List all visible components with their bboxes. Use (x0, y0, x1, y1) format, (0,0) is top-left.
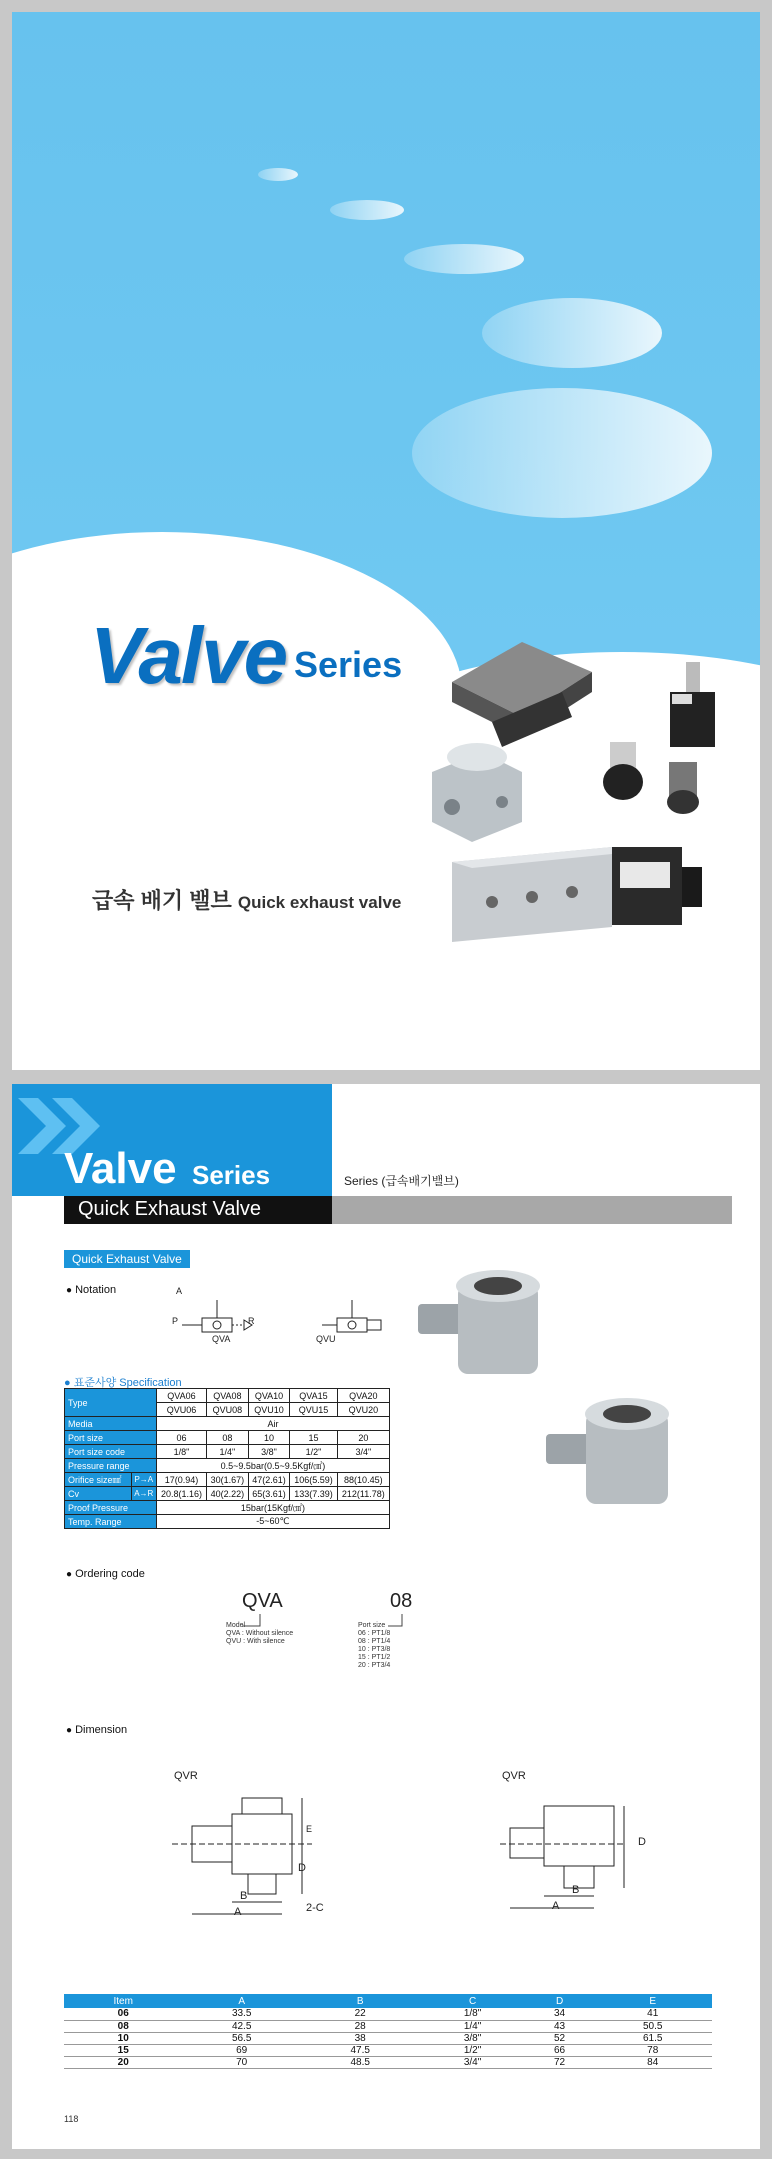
solenoid-valve-image (452, 847, 702, 942)
spec-port-code-label: Port size code (65, 1445, 157, 1459)
spec-cell: QVA06 (156, 1389, 206, 1403)
spec-cell: 1/4" (207, 1445, 249, 1459)
cover-subtitle-ko: 급속 배기 밸브 (92, 888, 232, 913)
spec-table (64, 1388, 390, 1529)
drawing-label: QVR (174, 1770, 198, 1782)
spec-cell: QVA20 (337, 1389, 389, 1403)
table-row (64, 2056, 712, 2068)
page-title: Valve (64, 1144, 177, 1193)
table-row (64, 2032, 712, 2044)
spec-cell: 1/2" (290, 1445, 337, 1459)
spec-cell: 3/8" (248, 1445, 290, 1459)
spec-cell: 106(5.59) (290, 1473, 337, 1487)
dim-cell: 48.5 (301, 2056, 420, 2068)
dim-cell: 15 (64, 2044, 182, 2056)
ordering-model-line: QVA : Without silence (226, 1630, 294, 1637)
spec-title: ● 표준사양 Specification (64, 1377, 182, 1389)
bullet-icon: ● (66, 1285, 73, 1296)
ordering-heading (66, 1568, 145, 1580)
spec-cell: 10 (248, 1431, 290, 1445)
spec-cell: 20.8(1.16) (156, 1487, 206, 1501)
dimension-drawing-qvr (172, 1784, 372, 1954)
dim-header: A (182, 1994, 301, 2008)
spec-media-label: Media (65, 1417, 157, 1431)
dim-cell: 38 (301, 2032, 420, 2044)
spec-orifice-sub: P→A (131, 1473, 156, 1487)
breadcrumb: Series (급속배기밸브) (344, 1174, 459, 1188)
dim-letter: 2-C (306, 1902, 324, 1914)
dim-cell: 61.5 (593, 2032, 712, 2044)
spec-cell: 212(11.78) (337, 1487, 389, 1501)
dim-cell: 1/8" (419, 2008, 525, 2020)
dimension-label: Dimension (75, 1724, 128, 1736)
dim-letter: D (638, 1836, 646, 1848)
spec-port-size-label: Port size (65, 1431, 157, 1445)
header-grey-strip (332, 1196, 732, 1224)
dim-cell: 72 (526, 2056, 594, 2068)
cover-page (12, 12, 760, 1070)
spec-title-text: 표준사양 Specification (73, 1377, 182, 1389)
ordering-label: Ordering code (75, 1568, 145, 1580)
ordering-port-line: 10 : PT3/8 (358, 1646, 391, 1653)
bullet-icon: ● (66, 1569, 73, 1580)
spec-cell: QVU20 (337, 1403, 389, 1417)
dim-cell: 66 (526, 2044, 594, 2056)
dim-cell: 69 (182, 2044, 301, 2056)
dimension-drawing-qvr (500, 1784, 680, 1954)
dim-cell: 43 (526, 2020, 594, 2032)
spec-cell: QVU06 (156, 1403, 206, 1417)
dim-cell: 08 (64, 2020, 182, 2032)
table-row (64, 2044, 712, 2056)
quick-exhaust-valve-photo (408, 1264, 568, 1384)
dim-header: Item (64, 1994, 182, 2008)
notation-port-r: R (248, 1316, 255, 1326)
dim-cell: 22 (301, 2008, 420, 2020)
dim-cell: 20 (64, 2056, 182, 2068)
dim-header: E (593, 1994, 712, 2008)
cover-title: Valve (90, 611, 287, 700)
dim-header: C (419, 1994, 525, 2008)
spec-cell: 15 (290, 1431, 337, 1445)
ordering-model-legend (226, 1622, 293, 1646)
notation-label: Notation (75, 1284, 117, 1296)
dim-cell: 3/8" (419, 2032, 525, 2044)
spec-cv-label: Cv (65, 1487, 132, 1501)
decor-ellipse (330, 200, 404, 220)
foot-pedal-valve-image (452, 642, 592, 747)
table-row (64, 2008, 712, 2020)
notation-heading (66, 1284, 116, 1296)
bullet-icon: ● (66, 1725, 73, 1736)
spec-cell: 65(3.61) (248, 1487, 290, 1501)
cover-series: Series (294, 644, 403, 685)
spec-cell: 1/8" (156, 1445, 206, 1459)
speed-valve-image (670, 662, 715, 747)
ordering-model-title: Model (226, 1622, 246, 1629)
page-subtitle-bar: Quick Exhaust Valve (64, 1196, 332, 1224)
spec-cell: 0.5~9.5bar(0.5~9.5Kgf/㎠) (156, 1459, 389, 1473)
ordering-port-line: 08 : PT1/4 (358, 1638, 391, 1645)
spec-cell: -5~60℃ (156, 1515, 389, 1529)
spec-cell: QVA15 (290, 1389, 337, 1403)
spec-cell: Air (156, 1417, 389, 1431)
dim-cell: 42.5 (182, 2020, 301, 2032)
ordering-model-code: QVA (242, 1590, 283, 1612)
dim-letter: A (552, 1900, 560, 1912)
dim-cell: 1/4" (419, 2020, 525, 2032)
spec-cell: 88(10.45) (337, 1473, 389, 1487)
product-photo-group (412, 642, 742, 972)
spec-cell: 30(1.67) (207, 1473, 249, 1487)
dim-letter: D (298, 1862, 306, 1874)
table-row (64, 2020, 712, 2032)
spec-cell: 133(7.39) (290, 1487, 337, 1501)
page-number: 118 (64, 2114, 79, 2124)
dim-header: D (526, 1994, 594, 2008)
dim-cell: 3/4" (419, 2056, 525, 2068)
ordering-port-line: 15 : PT1/2 (358, 1654, 391, 1661)
spec-cell: QVU15 (290, 1403, 337, 1417)
spec-cell: 3/4" (337, 1445, 389, 1459)
dim-cell: 56.5 (182, 2032, 301, 2044)
dim-cell: 28 (301, 2020, 420, 2032)
notation-symbol-diagram (172, 1290, 392, 1360)
dim-cell: 33.5 (182, 2008, 301, 2020)
notation-symbol-label: QVA (212, 1334, 231, 1344)
ordering-port-line: 20 : PT3/4 (358, 1662, 391, 1669)
quick-exhaust-valve-photo (542, 1394, 702, 1514)
spec-cell: 40(2.22) (207, 1487, 249, 1501)
spec-proof-label: Proof Pressure (65, 1501, 157, 1515)
notation-port-a: A (176, 1286, 183, 1296)
dim-cell: 50.5 (593, 2020, 712, 2032)
ordering-port-line: 06 : PT1/8 (358, 1630, 391, 1637)
decor-ellipse (258, 168, 298, 181)
dim-letter: E (306, 1824, 313, 1834)
spec-cv-sub: A→R (131, 1487, 156, 1501)
dim-cell: 70 (182, 2056, 301, 2068)
spec-orifice-label: Orifice size㎟ (65, 1473, 132, 1487)
dim-cell: 1/2" (419, 2044, 525, 2056)
spec-page (12, 1084, 760, 2149)
notation-port-p: P (172, 1316, 179, 1326)
dim-cell: 84 (593, 2056, 712, 2068)
spec-cell: 47(2.61) (248, 1473, 290, 1487)
dim-cell: 06 (64, 2008, 182, 2020)
section-tag: Quick Exhaust Valve (64, 1250, 190, 1268)
spec-temp-label: Temp. Range (65, 1515, 157, 1529)
drawing-label: QVR (502, 1770, 526, 1782)
ordering-port-title: Port size (358, 1622, 386, 1629)
dim-cell: 34 (526, 2008, 594, 2020)
quick-exhaust-valve-image (603, 742, 699, 814)
dim-cell: 41 (593, 2008, 712, 2020)
dim-letter: B (572, 1884, 580, 1896)
spec-cell: 17(0.94) (156, 1473, 206, 1487)
decor-ellipse (412, 388, 712, 518)
cover-subtitle (92, 884, 401, 915)
hand-valve-image (432, 743, 522, 842)
dim-letter: B (240, 1890, 248, 1902)
spec-cell: 20 (337, 1431, 389, 1445)
dim-cell: 78 (593, 2044, 712, 2056)
dimension-heading (66, 1724, 127, 1736)
dimension-table (64, 1994, 712, 2069)
spec-cell: QVU08 (207, 1403, 249, 1417)
decor-ellipse (404, 244, 524, 274)
dim-cell: 47.5 (301, 2044, 420, 2056)
decor-ellipse (482, 298, 662, 368)
spec-pressure-label: Pressure range (65, 1459, 157, 1473)
spec-cell: QVA08 (207, 1389, 249, 1403)
spec-type-label: Type (65, 1389, 157, 1417)
dim-header: B (301, 1994, 420, 2008)
spec-cell: QVU10 (248, 1403, 290, 1417)
page-title-series: Series (192, 1160, 271, 1190)
dim-letter: A (234, 1906, 242, 1918)
spec-cell: 06 (156, 1431, 206, 1445)
dim-cell: 10 (64, 2032, 182, 2044)
spec-cell: QVA10 (248, 1389, 290, 1403)
cover-subtitle-en: Quick exhaust valve (237, 893, 402, 912)
dim-cell: 52 (526, 2032, 594, 2044)
ordering-port-legend (358, 1622, 390, 1670)
spec-cell: 08 (207, 1431, 249, 1445)
notation-symbol-label: QVU (316, 1334, 336, 1344)
ordering-port-code: 08 (390, 1590, 413, 1612)
spec-cell: 15bar(15Kgf/㎠) (156, 1501, 389, 1515)
ordering-model-line: QVU : With silence (226, 1638, 285, 1645)
